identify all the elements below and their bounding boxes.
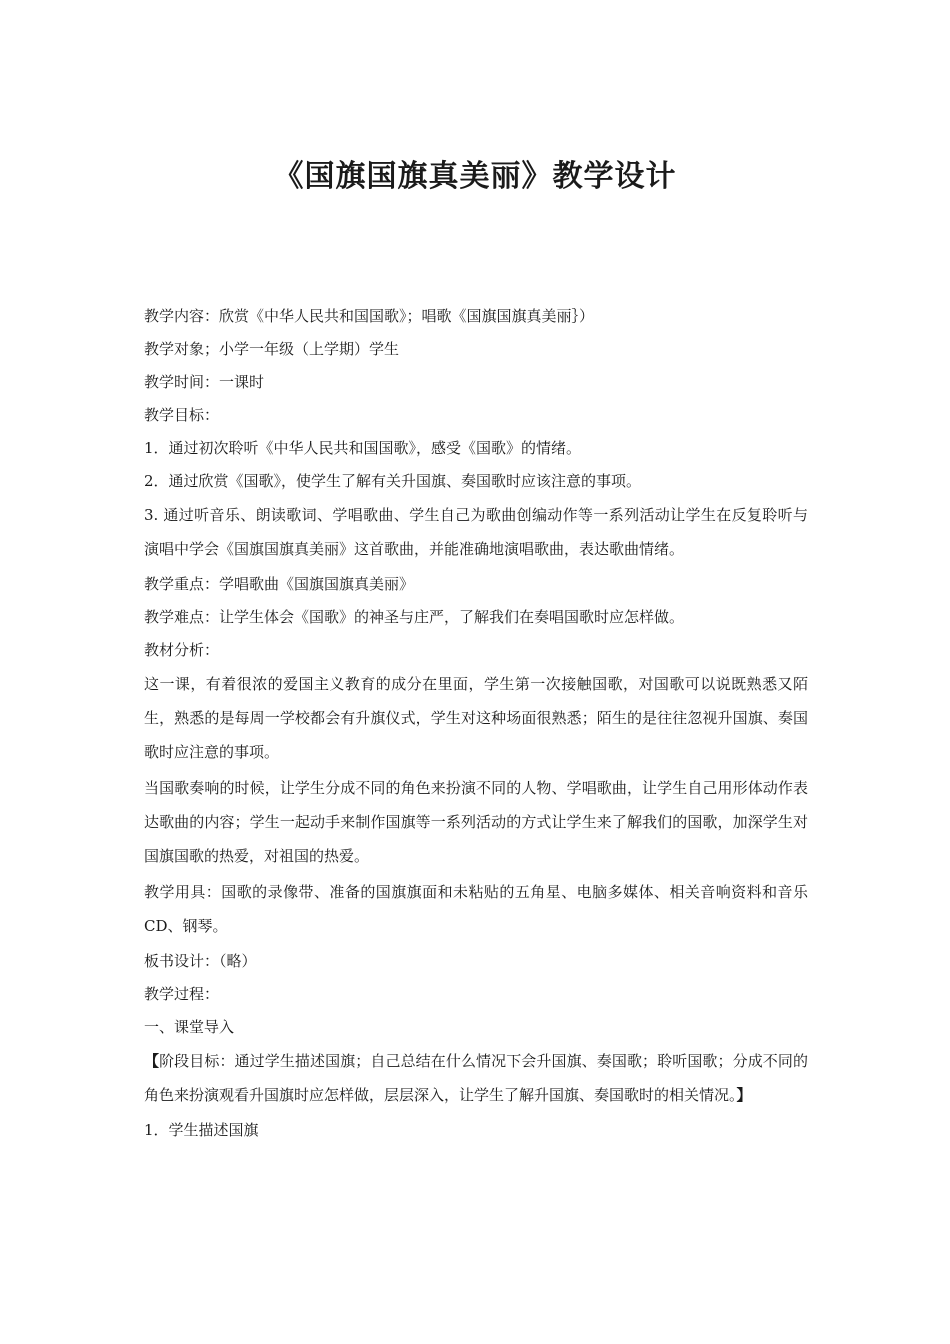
stage-goal [144, 1044, 808, 1112]
teaching-tools: 教学用具：国歌的录像带、准备的国旗旗面和未粘贴的五角星、电脑多媒体、相关音响资料和音乐 CD、钢琴。 [144, 883, 808, 935]
teaching-content: 教学内容：欣赏《中华人民共和国国歌》；唱歌《国旗国旗真美丽｝） [144, 307, 595, 325]
teaching-goals-label: 教学目标： [144, 406, 220, 424]
stage-goal-text: 阶段目标：通过学生描述国旗；自己总结在什么情况下会升国旗、奏国歌；聆听国歌；分成不同的角色来扮演观看升国旗时应怎样做，层层深入，让学生了解升国旗、奏国歌时的相关情况。 [144, 1052, 808, 1104]
difficulty: 教学难点：让学生体会《国歌》的神圣与庄严，了解我们在奏唱国歌时应怎样做。 [144, 608, 685, 626]
stage-open-bracket: 【 [144, 1052, 160, 1070]
document-title: 《国旗国旗真美丽》教学设计 [273, 159, 677, 194]
teaching-time: 教学时间：一课时 [144, 373, 265, 391]
document-body [144, 300, 808, 1147]
process-label: 教学过程： [144, 985, 220, 1003]
analysis-paragraph-2: 当国歌奏响的时候，让学生分成不同的角色来扮演不同的人物、学唱歌曲，让学生自己用形体动作表达歌曲的内容；学生一起动手来制作国旗等一系列活动的方式让学生来了解我们的国歌，加深学生对国旗国歌的热爱，对祖国的热爱。 [144, 779, 808, 865]
goal-3: 3. 通过听音乐、朗读歌词、学唱歌曲、学生自己为歌曲创编动作等一系列活动让学生在反复聆听与演唱中学会《国旗国旗真美丽》这首歌曲，并能准确地演唱歌曲，表达歌曲情绪。 [144, 506, 808, 558]
goal-2: 2．通过欣赏《国歌》，使学生了解有关升国旗、奏国歌时应该注意的事项。 [144, 472, 642, 490]
analysis-paragraph-1: 这一课，有着很浓的爱国主义教育的成分在里面，学生第一次接触国歌，对国歌可以说既熟悉又陌生，熟悉的是每周一学校都会有升旗仪式，学生对这种场面很熟悉；陌生的是往往忽视升国旗、奏国歌时应注意的事项。 [144, 675, 808, 761]
section-1-heading: 一、课堂导入 [144, 1018, 235, 1036]
step-1: 1．学生描述国旗 [144, 1121, 259, 1139]
teaching-target: 教学对象；小学一年级（上学期）学生 [144, 340, 400, 358]
analysis-label: 教材分析： [144, 641, 220, 659]
goal-1: 1．通过初次聆听《中华人民共和国国歌》，感受《国歌》的情绪。 [144, 439, 582, 457]
stage-close-bracket: 】 [736, 1086, 752, 1104]
key-point: 教学重点：学唱歌曲《国旗国旗真美丽》 [144, 575, 415, 593]
board-design: 板书设计：（略） [144, 952, 257, 970]
